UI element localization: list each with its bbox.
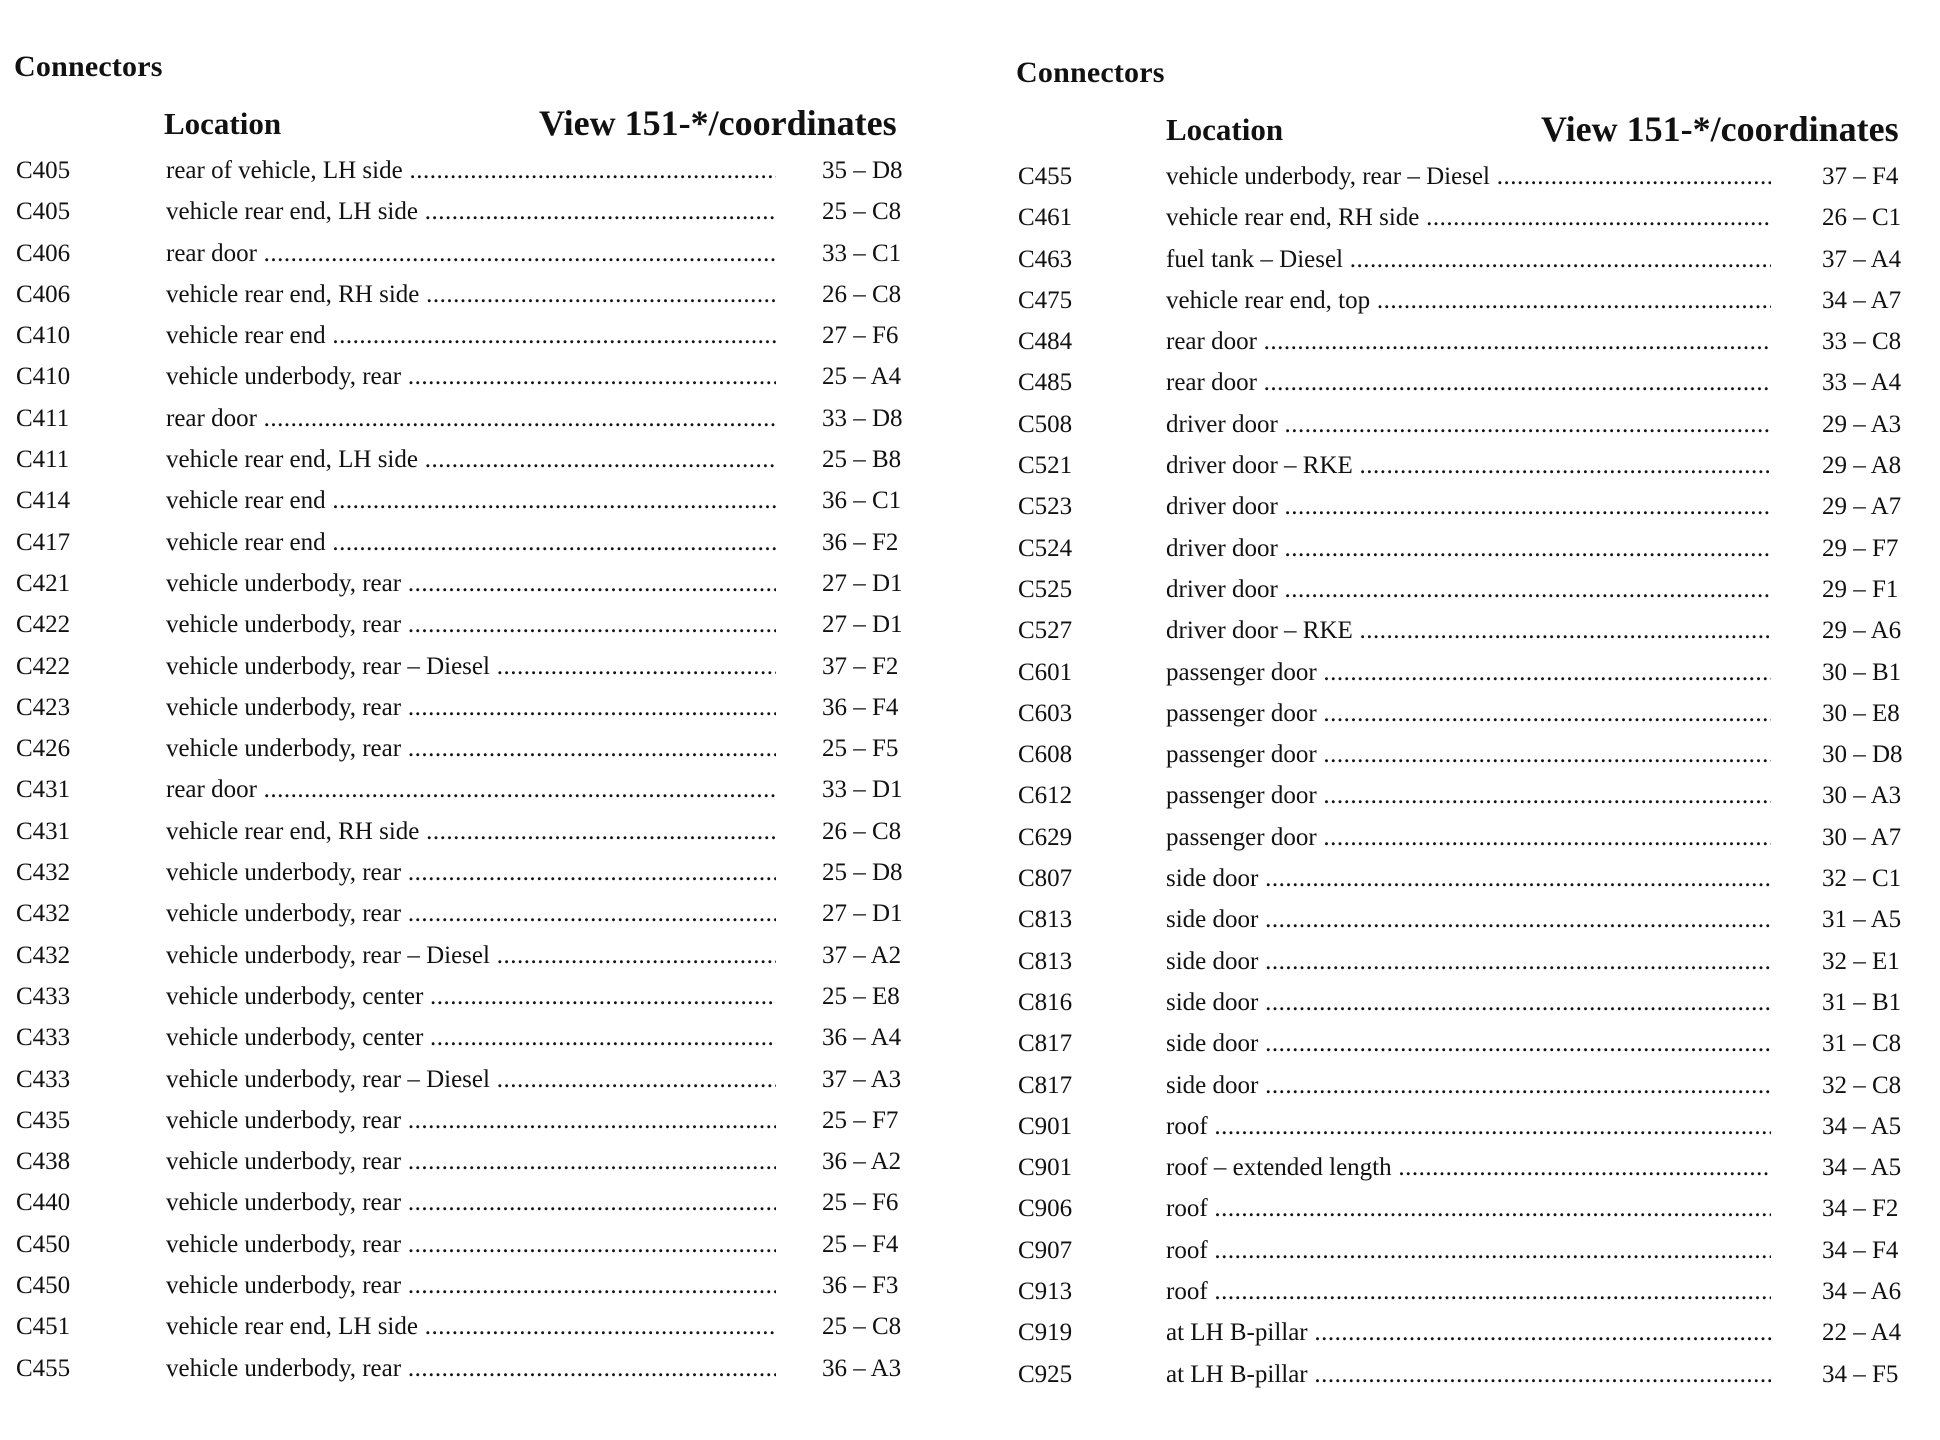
table-row — [1016, 1354, 1936, 1395]
connector-location: passenger door ..... — [1166, 693, 1771, 734]
table-row — [1016, 1312, 1936, 1353]
connector-location: vehicle underbody, rear – Diesel ..... — [166, 646, 776, 687]
connector-location: passenger door ..... — [1166, 817, 1771, 858]
view-coordinate: 30 – D8 — [1822, 741, 1903, 769]
view-coordinate: 25 – F4 — [822, 1230, 899, 1258]
view-coordinate: 25 – A4 — [822, 363, 902, 391]
view-coordinate: 37 – F4 — [1822, 163, 1899, 190]
table-row — [14, 150, 934, 191]
view-coordinate: 33 – D8 — [822, 404, 903, 432]
connector-id: C410 — [16, 322, 71, 350]
connector-id: C475 — [1018, 286, 1073, 314]
view-coordinate: 30 – A3 — [1822, 782, 1902, 810]
connector-location: vehicle underbody, rear ..... — [166, 563, 776, 604]
view-coordinate: 25 – C8 — [822, 1313, 902, 1341]
connector-location: vehicle rear end ..... — [166, 480, 776, 521]
view-coordinate: 34 – A6 — [1822, 1278, 1902, 1306]
connector-id: C807 — [1018, 865, 1073, 893]
view-coordinate: 36 – A2 — [822, 1148, 902, 1176]
view-coordinate: 34 – F5 — [1822, 1360, 1899, 1388]
table-row — [14, 1348, 934, 1389]
table-row — [14, 480, 934, 521]
table-row — [14, 522, 934, 563]
connector-id: C601 — [1018, 658, 1073, 686]
connector-location: side door ..... — [1166, 858, 1771, 899]
connector-id: C435 — [16, 1106, 71, 1134]
connector-id: C433 — [16, 982, 71, 1010]
view-coordinate: 29 – A7 — [1822, 493, 1902, 521]
connector-id: C455 — [1018, 163, 1073, 190]
table-row — [1016, 239, 1936, 280]
connector-location: roof ..... — [1166, 1106, 1771, 1147]
view-coordinate: 25 – F6 — [822, 1189, 899, 1217]
connector-id: C423 — [16, 693, 71, 721]
connector-location: rear door ..... — [166, 233, 776, 274]
view-coordinates-header: View 151-*/coordinates — [1541, 109, 1899, 149]
connector-id: C438 — [16, 1148, 71, 1176]
view-coordinate: 25 – F7 — [822, 1106, 899, 1134]
table-row — [1016, 734, 1936, 775]
connector-location: at LH B-pillar ..... — [1166, 1354, 1771, 1395]
connector-id: C405 — [16, 157, 71, 184]
connector-location: vehicle underbody, rear ..... — [166, 1348, 776, 1389]
view-coordinate: 26 – C8 — [822, 817, 902, 845]
table-row — [1016, 899, 1936, 940]
connector-id: C906 — [1018, 1195, 1073, 1223]
table-row — [1016, 1023, 1936, 1064]
table-row — [14, 976, 934, 1017]
table-row — [14, 1059, 934, 1100]
view-coordinate: 22 – A4 — [1822, 1319, 1902, 1347]
connector-id: C417 — [16, 528, 71, 556]
connector-location: driver door ..... — [1166, 486, 1771, 527]
connector-id: C463 — [1018, 245, 1073, 273]
connector-id: C433 — [16, 1024, 71, 1052]
connector-id: C813 — [1018, 947, 1073, 975]
view-coordinate: 37 – A2 — [822, 941, 902, 969]
connector-id: C461 — [1018, 204, 1073, 232]
connector-location: passenger door ..... — [1166, 775, 1771, 816]
connector-id: C421 — [16, 569, 71, 597]
connector-location: vehicle rear end ..... — [166, 315, 776, 356]
connector-location: rear door ..... — [1166, 321, 1771, 362]
table-row — [14, 398, 934, 439]
table-row — [14, 852, 934, 893]
table-row — [14, 315, 934, 356]
table-row — [14, 769, 934, 810]
view-coordinate: 32 – C1 — [1822, 865, 1902, 893]
connector-id: C431 — [16, 817, 71, 845]
table-row — [1016, 280, 1936, 321]
table-row — [1016, 156, 1936, 197]
table-row — [14, 1224, 934, 1265]
table-row — [1016, 652, 1936, 693]
view-coordinate: 33 – A4 — [1822, 369, 1902, 397]
connector-id: C817 — [1018, 1071, 1073, 1099]
table-row — [14, 233, 934, 274]
connector-id: C629 — [1018, 823, 1073, 851]
table-row — [14, 646, 934, 687]
table-row — [1016, 817, 1936, 858]
view-coordinate: 34 – F4 — [1822, 1236, 1899, 1264]
table-row — [1016, 486, 1936, 527]
view-coordinate: 31 – A5 — [1822, 906, 1902, 934]
connector-location: driver door – RKE ..... — [1166, 610, 1771, 651]
connector-id: C406 — [16, 280, 71, 308]
connector-id: C816 — [1018, 988, 1073, 1016]
table-row — [1016, 693, 1936, 734]
view-coordinate: 27 – D1 — [822, 900, 903, 928]
table-row — [1016, 982, 1936, 1023]
connector-location: driver door ..... — [1166, 528, 1771, 569]
connector-location: side door ..... — [1166, 982, 1771, 1023]
view-coordinate: 34 – A7 — [1822, 286, 1902, 314]
table-row — [1016, 1147, 1936, 1188]
connector-id: C523 — [1018, 493, 1073, 521]
table-row — [1016, 569, 1936, 610]
table-row — [1016, 321, 1936, 362]
connector-id: C524 — [1018, 534, 1073, 562]
table-row — [1016, 858, 1936, 899]
connector-id: C612 — [1018, 782, 1073, 810]
connector-id: C405 — [16, 198, 71, 226]
connector-location: vehicle underbody, rear ..... — [166, 1100, 776, 1141]
connector-location: rear of vehicle, LH side ..... — [166, 150, 776, 191]
connector-location: roof ..... — [1166, 1230, 1771, 1271]
table-row — [1016, 1065, 1936, 1106]
connector-location: vehicle underbody, rear – Diesel ..... — [1166, 156, 1771, 197]
view-coordinate: 30 – A7 — [1822, 823, 1902, 851]
connector-id: C432 — [16, 941, 71, 969]
view-coordinate: 37 – A4 — [1822, 245, 1902, 273]
connector-id: C907 — [1018, 1236, 1073, 1264]
connector-id: C813 — [1018, 906, 1073, 934]
table-row — [1016, 1106, 1936, 1147]
connector-location: driver door – RKE ..... — [1166, 445, 1771, 486]
location-header: Location — [164, 106, 282, 141]
table-row — [1016, 445, 1936, 486]
connector-location: vehicle underbody, center ..... — [166, 976, 776, 1017]
table-row — [14, 1265, 934, 1306]
connector-id: C603 — [1018, 699, 1073, 727]
table-row — [14, 893, 934, 934]
connector-location: passenger door ..... — [1166, 652, 1771, 693]
section-title: Connectors — [14, 50, 163, 83]
view-coordinate: 25 – C8 — [822, 198, 902, 226]
view-coordinate: 32 – C8 — [1822, 1071, 1902, 1099]
connector-id: C431 — [16, 776, 71, 804]
view-coordinate: 33 – C8 — [1822, 328, 1902, 356]
table-row — [1016, 1188, 1936, 1229]
connector-location: side door ..... — [1166, 1065, 1771, 1106]
connector-location: vehicle underbody, rear ..... — [166, 1141, 776, 1182]
view-coordinate: 33 – D1 — [822, 776, 903, 804]
table-row — [14, 1100, 934, 1141]
table-row — [14, 728, 934, 769]
connector-id: C455 — [16, 1354, 71, 1382]
view-coordinate: 29 – A3 — [1822, 410, 1902, 438]
view-coordinate: 36 – F3 — [822, 1272, 899, 1300]
connector-location: roof ..... — [1166, 1271, 1771, 1312]
table-row — [14, 1306, 934, 1347]
connector-location: vehicle rear end, RH side ..... — [1166, 197, 1771, 238]
view-coordinate: 36 – F2 — [822, 528, 899, 556]
connector-id: C919 — [1018, 1319, 1073, 1347]
table-row — [1016, 610, 1936, 651]
connector-location: rear door ..... — [166, 398, 776, 439]
connector-location: vehicle underbody, rear ..... — [166, 1224, 776, 1265]
connector-location: vehicle rear end, RH side ..... — [166, 811, 776, 852]
connector-location: vehicle rear end, RH side ..... — [166, 274, 776, 315]
connector-location: roof ..... — [1166, 1188, 1771, 1229]
connector-location: rear door ..... — [166, 769, 776, 810]
connector-location: vehicle rear end, LH side ..... — [166, 439, 776, 480]
connector-location: driver door ..... — [1166, 569, 1771, 610]
connector-id: C817 — [1018, 1030, 1073, 1058]
view-coordinate: 25 – F5 — [822, 735, 899, 763]
connector-location: vehicle rear end, LH side ..... — [166, 191, 776, 232]
table-row — [14, 1182, 934, 1223]
connector-id: C901 — [1018, 1154, 1073, 1182]
view-coordinate: 36 – C1 — [822, 487, 902, 515]
view-coordinate: 30 – B1 — [1822, 658, 1902, 686]
view-coordinate: 29 – A6 — [1822, 617, 1902, 645]
connector-id: C432 — [16, 859, 71, 887]
view-coordinate: 30 – E8 — [1822, 699, 1900, 727]
table-row — [1016, 775, 1936, 816]
connector-location: vehicle rear end, LH side ..... — [166, 1306, 776, 1347]
table-row — [14, 1141, 934, 1182]
view-coordinate: 37 – F2 — [822, 652, 899, 680]
view-coordinate: 36 – A4 — [822, 1024, 902, 1052]
connector-location: vehicle underbody, rear ..... — [166, 893, 776, 934]
table-row — [14, 563, 934, 604]
connector-id: C913 — [1018, 1278, 1073, 1306]
view-coordinate: 34 – A5 — [1822, 1154, 1902, 1182]
view-coordinate: 34 – A5 — [1822, 1112, 1902, 1140]
table-row — [1016, 362, 1936, 403]
connector-id: C422 — [16, 611, 71, 639]
connector-location: at LH B-pillar ..... — [1166, 1312, 1771, 1353]
connector-location: roof – extended length ..... — [1166, 1147, 1771, 1188]
connector-list — [1016, 156, 1936, 1395]
table-row — [14, 1017, 934, 1058]
connector-id: C521 — [1018, 452, 1073, 480]
connector-id: C432 — [16, 900, 71, 928]
table-row — [14, 687, 934, 728]
connector-location: rear door ..... — [1166, 362, 1771, 403]
connector-id: C901 — [1018, 1112, 1073, 1140]
view-coordinate: 37 – A3 — [822, 1065, 902, 1093]
view-coordinate: 32 – E1 — [1822, 947, 1900, 975]
view-coordinate: 29 – F1 — [1822, 575, 1899, 603]
table-row — [14, 935, 934, 976]
table-row — [14, 811, 934, 852]
view-coordinate: 31 – B1 — [1822, 988, 1902, 1016]
table-row — [1016, 1271, 1936, 1312]
view-coordinate: 25 – E8 — [822, 982, 900, 1010]
connector-id: C414 — [16, 487, 71, 515]
connector-location: vehicle underbody, rear – Diesel ..... — [166, 935, 776, 976]
table-row — [14, 356, 934, 397]
connector-id: C925 — [1018, 1360, 1073, 1388]
table-row — [1016, 197, 1936, 238]
connector-id: C508 — [1018, 410, 1073, 438]
connector-location: vehicle underbody, rear ..... — [166, 1182, 776, 1223]
connector-id: C484 — [1018, 328, 1073, 356]
table-row — [14, 191, 934, 232]
view-coordinate: 35 – D8 — [822, 157, 903, 184]
view-coordinate: 25 – B8 — [822, 446, 902, 474]
connector-id: C485 — [1018, 369, 1073, 397]
connector-id: C440 — [16, 1189, 71, 1217]
connector-location: vehicle underbody, rear ..... — [166, 604, 776, 645]
connector-id: C411 — [16, 404, 70, 432]
connector-location: driver door ..... — [1166, 404, 1771, 445]
table-row — [14, 439, 934, 480]
view-coordinate: 25 – D8 — [822, 859, 903, 887]
view-coordinate: 26 – C1 — [1822, 204, 1902, 232]
connector-location: fuel tank – Diesel ..... — [1166, 239, 1771, 280]
connector-location: vehicle underbody, center ..... — [166, 1017, 776, 1058]
connector-location: side door ..... — [1166, 1023, 1771, 1064]
view-coordinate: 36 – A3 — [822, 1354, 902, 1382]
table-row — [1016, 404, 1936, 445]
view-coordinate: 36 – F4 — [822, 693, 899, 721]
connector-id: C406 — [16, 239, 71, 267]
view-coordinate: 29 – F7 — [1822, 534, 1899, 562]
table-row — [1016, 528, 1936, 569]
connector-id: C410 — [16, 363, 71, 391]
connector-location: vehicle underbody, rear ..... — [166, 687, 776, 728]
connector-list — [14, 150, 934, 1389]
connector-id: C426 — [16, 735, 71, 763]
table-row — [1016, 1230, 1936, 1271]
connector-location: vehicle rear end, top ..... — [1166, 280, 1771, 321]
connector-id: C450 — [16, 1272, 71, 1300]
connector-id: C525 — [1018, 575, 1073, 603]
connector-location: vehicle underbody, rear – Diesel ..... — [166, 1059, 776, 1100]
connector-id: C608 — [1018, 741, 1073, 769]
view-coordinate: 27 – F6 — [822, 322, 899, 350]
connector-id: C451 — [16, 1313, 71, 1341]
view-coordinate: 26 – C8 — [822, 280, 902, 308]
location-header: Location — [1166, 112, 1284, 147]
table-row — [14, 274, 934, 315]
connector-location: vehicle underbody, rear ..... — [166, 852, 776, 893]
view-coordinate: 31 – C8 — [1822, 1030, 1902, 1058]
connector-location: vehicle rear end ..... — [166, 522, 776, 563]
connector-location: vehicle underbody, rear ..... — [166, 728, 776, 769]
connector-location: side door ..... — [1166, 941, 1771, 982]
connector-id: C433 — [16, 1065, 71, 1093]
connector-location: side door ..... — [1166, 899, 1771, 940]
connector-location: passenger door ..... — [1166, 734, 1771, 775]
connector-id: C450 — [16, 1230, 71, 1258]
view-coordinate: 29 – A8 — [1822, 452, 1902, 480]
section-title: Connectors — [1016, 56, 1165, 89]
view-coordinate: 34 – F2 — [1822, 1195, 1899, 1223]
connector-id: C527 — [1018, 617, 1073, 645]
connector-id: C411 — [16, 446, 70, 474]
view-coordinate: 27 – D1 — [822, 611, 903, 639]
connector-id: C422 — [16, 652, 71, 680]
connector-location: vehicle underbody, rear ..... — [166, 356, 776, 397]
view-coordinate: 33 – C1 — [822, 239, 902, 267]
view-coordinates-header: View 151-*/coordinates — [539, 103, 897, 143]
view-coordinate: 27 – D1 — [822, 569, 903, 597]
table-row — [1016, 941, 1936, 982]
connector-location: vehicle underbody, rear ..... — [166, 1265, 776, 1306]
table-row — [14, 604, 934, 645]
